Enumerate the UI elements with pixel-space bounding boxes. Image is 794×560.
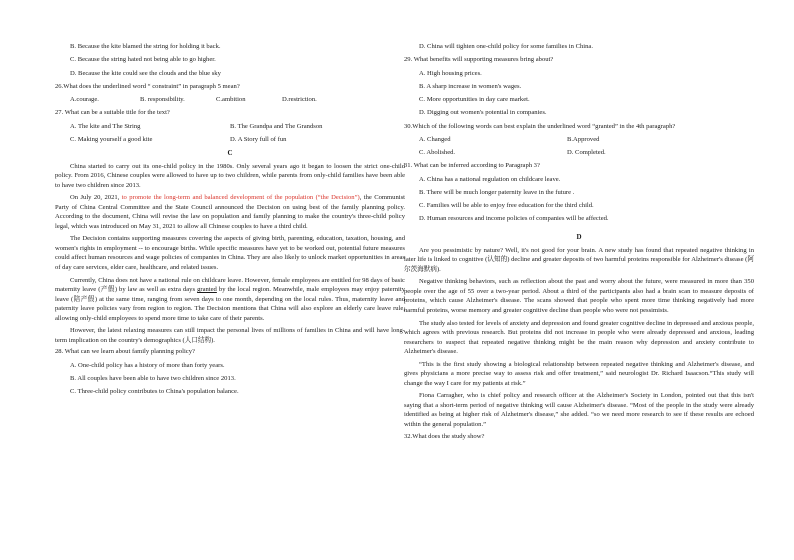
passage-d-paragraph-1: Are you pessimistic by nature? Well, it's not good for your brain. A new study has found that repeated negative thinking in later life is linked to cognitive (认知的) decline and greater deposits of two harmful proteins responsible for Alzheimer's disease (阿尔茨海默病).	[404, 246, 754, 273]
q26-option-a: A.courage.	[70, 96, 99, 103]
section-c-heading: C	[227, 149, 233, 157]
q31-option-b: B. There will be much longer paternity leave in the future .	[419, 188, 575, 196]
q30-options-row2	[404, 149, 754, 158]
right-column	[404, 43, 754, 446]
q30-option-c: C. Abolished.	[419, 149, 456, 156]
q29-option-a: A. High housing prices.	[419, 69, 482, 77]
passage-d-paragraph-5: Fiona Carragher, who is chief policy and research officer at the Alzheimer's Society in London, pointed out that this isn't saying that a short-term period of negative thinking will cause Alzheimer's disease. “Most of the people in the study were already identified as being at higher risk of Alzheimer's disease,” she added. “so we need more research to see if these results are echoed within the general population.”	[404, 392, 754, 429]
passage-c-paragraph-2	[55, 193, 405, 231]
question-31: 31. What can be inferred according to Paragraph 3?	[404, 162, 540, 170]
passage-d-paragraph-2: Negative thinking behaviors, such as reflection about the past and worry about the future, were measured in more than 350 people over the age of 55 over a two-year period. About a third of the participants also had a brain scan to measure deposits of proteins, which cause Alzheimer's disease. The scans showed that people who spent more time thinking negatively had more harmful proteins, worse memory and greater cognitive decline than people who were not pessimists.	[404, 278, 754, 314]
q30-options-row1	[404, 136, 754, 145]
q27-option-b: B. The Grandpa and The Grandson	[230, 122, 323, 130]
q29-option-c: C. More opportunities in day care market.	[419, 96, 530, 103]
question-30: 30.Which of the following words can best explain the underlined word “granted” in the 4th paragraph?	[404, 122, 676, 130]
q25-option-d: D. Because the kite could see the clouds and the blue sky	[70, 69, 221, 77]
q28-option-d: D. China will tighten one-child policy for some families in China.	[419, 43, 593, 50]
p2-text-a: On July 20, 2021,	[70, 194, 122, 202]
q29-option-d: D. Digging out women's potential in companies.	[419, 109, 547, 117]
q26-option-b: B. responsibility.	[140, 96, 185, 103]
question-26: 26.What does the underlined word “ constraint” in paragraph 5 mean?	[55, 82, 240, 90]
p2-text-b: , the Communist Party of China Central Committee and the State Council announced the Decision on using best of the family planning policy. According to the document, China will revise the law on population and family planning to make the country's three-child policy legal, which was introduced on May 31, 2021 to allow all Chinese couples to have a third child.	[55, 194, 405, 230]
passage-c-paragraph-5: However, the latest relaxing measures can still impact the personal lives of millions of families in China and will have long-term implication on the country's demographics (人口结构).	[55, 327, 405, 344]
q25-option-b: B. Because the kite blamed the string for holding it back.	[70, 43, 221, 50]
q31-option-c: C. Families will be able to enjoy free education for the third child.	[419, 202, 594, 209]
q30-option-b: B.Approved	[567, 135, 600, 143]
q28-option-a: A. One-child policy has a history of more than forty years.	[70, 361, 225, 369]
q26-option-c: C.ambition	[216, 96, 246, 103]
section-d-heading: D	[576, 233, 582, 242]
q27-option-a: A. The kite and The String	[70, 122, 141, 130]
passage-d-paragraph-3: The study also tested for levels of anxiety and depression and found greater cognitive decline in depressed and anxious people, which agrees with previous research. But proteins did not increase in people who were already depressed and anxious, leading researchers to suspect that repeated negative thinking might be the main reason why depression and anxiety contribute to Alzheimer's disease.	[404, 319, 754, 356]
passage-c-paragraph-4	[55, 276, 405, 324]
question-29: 29. What benefits will supporting measures bring about?	[404, 56, 554, 64]
question-32: 32.What does the study show?	[404, 432, 485, 440]
q30-option-a: A. Changed	[419, 135, 451, 143]
q28-option-c: C. Three-child policy contributes to China's population balance.	[70, 388, 239, 396]
q27-options-row2	[55, 136, 405, 145]
passage-d-paragraph-4: “This is the first study showing a biological relationship between repeated negative thinking and Alzheimer's disease, and gives physicians a more precise way to assess risk and offer treatment,” said neurologist Dr. Richard Isaacson.“This study will change the way I care for my patients at risk.”	[404, 360, 754, 387]
question-27: 27. What can be a suitable title for the text?	[55, 109, 170, 117]
p4-text-a: Currently, China does not have a national rule on childcare leave. However, female employees are entitled for 98 days of basic maternity leave (产假) by law as well as extra days	[55, 276, 405, 294]
q26-option-d: D.restriction.	[282, 96, 317, 103]
q28-option-b: B. All couples have been able to have two children since 2013.	[70, 374, 236, 382]
passage-c-paragraph-1: China started to carry out its one-child policy in the 1980s. Only several years ago it began to loosen the strict one-child policy. From 2016, Chinese couples were allowed to have up to two children, while parents from only-child families have been able to have two children since 2013.	[55, 162, 405, 189]
q26-options	[55, 96, 405, 105]
left-column	[55, 43, 405, 401]
q25-option-c: C. Because the string hated not being able to go higher.	[70, 56, 216, 64]
question-28: 28. What can we learn about family planning policy?	[55, 348, 195, 356]
q29-option-b: B. A sharp increase in women's wages.	[419, 82, 522, 90]
p4-text-b: by the local region. Meanwhile, male employees may enjoy paternity leave (陪产假) at the same time, ranging from seven days to one month, depending on the local rules. Thus, maternity leave and paternity leave policies vary from region to region. The Decision mentions that China will also explore an elderly care leave rule, allowing only-child employees to spend more time to take care of their parents.	[55, 286, 405, 322]
q27-option-d: D. A Story full of fun	[230, 135, 287, 143]
underlined-word-granted: granted	[197, 286, 217, 294]
q31-option-d: D. Human resources and income policies of companies will be affected.	[419, 215, 609, 223]
q27-options-row1	[55, 123, 405, 132]
passage-c-paragraph-3: The Decision contains supporting measures covering the aspects of giving birth, parenting, education, taxation, housing, and women's rights in employment -- to encourage births. While specific measures have yet to be worked out, potential future measures could affect human resources and wage policies of companies in China. They are also likely to unlock market opportunities in areas of day care services, elder care, healthcare, and related issues.	[55, 235, 405, 271]
q30-option-d: D. Completed.	[567, 149, 606, 156]
q31-option-a: A. China has a national regulation on childcare leave.	[419, 175, 561, 183]
p2-red-text: to promote the long-term and balanced development of the population (“the Decision”)	[121, 194, 360, 202]
q27-option-c: C. Making yourself a good kite	[70, 135, 153, 143]
